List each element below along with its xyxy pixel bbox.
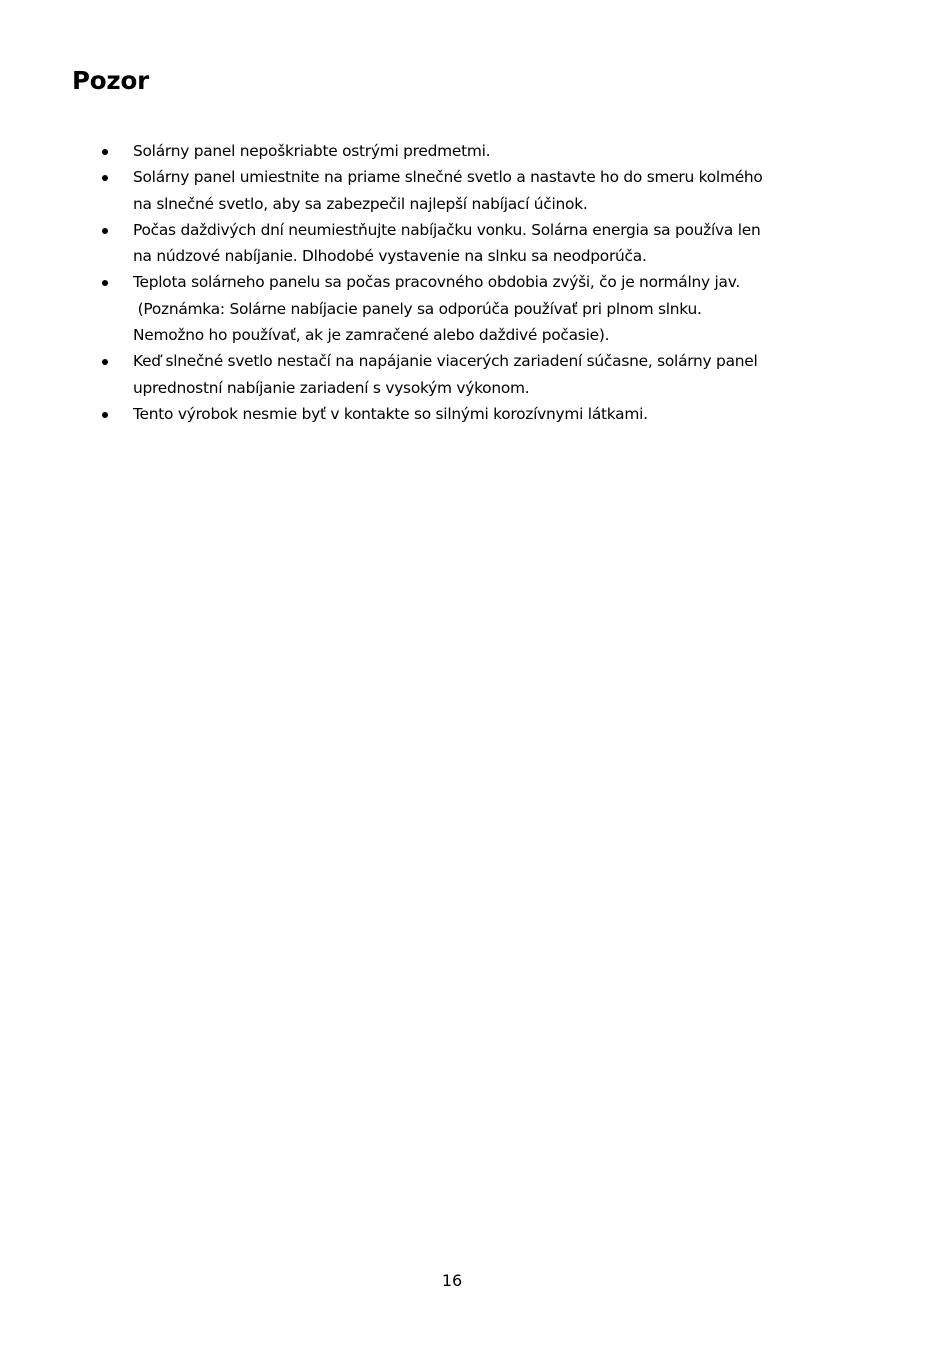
bullet-icon: [102, 228, 108, 234]
list-item-text: uprednostní nabíjanie zariadení s vysokým výkonom.: [133, 378, 530, 397]
bullet-icon: [102, 149, 108, 155]
list-item: [100, 269, 820, 348]
list-item-text: Solárny panel umiestnite na priame slnečné svetlo a nastavte ho do smeru kolmého: [133, 168, 763, 187]
list-item: [100, 217, 820, 270]
list-item-text: na núdzové nabíjanie. Dlhodobé vystavenie na slnku sa neodporúča.: [133, 247, 647, 266]
list-item-text: Nemožno ho používať, ak je zamračené alebo daždivé počasie).: [133, 326, 610, 345]
section-heading: Pozor: [72, 66, 149, 95]
bullet-icon: [102, 175, 108, 181]
list-item: [100, 164, 820, 217]
list-item: [100, 138, 820, 164]
list-item: [100, 401, 820, 427]
bullet-icon: [102, 280, 108, 286]
list-item-text: Teplota solárneho panelu sa počas pracovného obdobia zvýši, čo je normálny jav.: [133, 273, 741, 292]
caution-list: [100, 138, 820, 427]
list-item-text: Tento výrobok nesmie byť v kontakte so silnými korozívnymi látkami.: [133, 404, 648, 423]
list-item-text: Počas daždivých dní neumiestňujte nabíjačku vonku. Solárna energia sa používa len: [133, 220, 761, 239]
page-number: 16: [441, 1271, 463, 1290]
list-item-text: Solárny panel nepoškriabte ostrými predmetmi.: [133, 142, 491, 160]
list-item-text: Keď slnečné svetlo nestačí na napájanie viacerých zariadení súčasne, solárny panel: [133, 352, 758, 371]
list-item-text: na slnečné svetlo, aby sa zabezpečil najlepší nabíjací účinok.: [133, 194, 588, 213]
list-item: [100, 348, 820, 401]
list-item-text: (Poznámka: Solárne nabíjacie panely sa odporúča používať pri plnom slnku.: [133, 299, 702, 318]
bullet-icon: [102, 359, 108, 365]
bullet-icon: [102, 412, 108, 418]
